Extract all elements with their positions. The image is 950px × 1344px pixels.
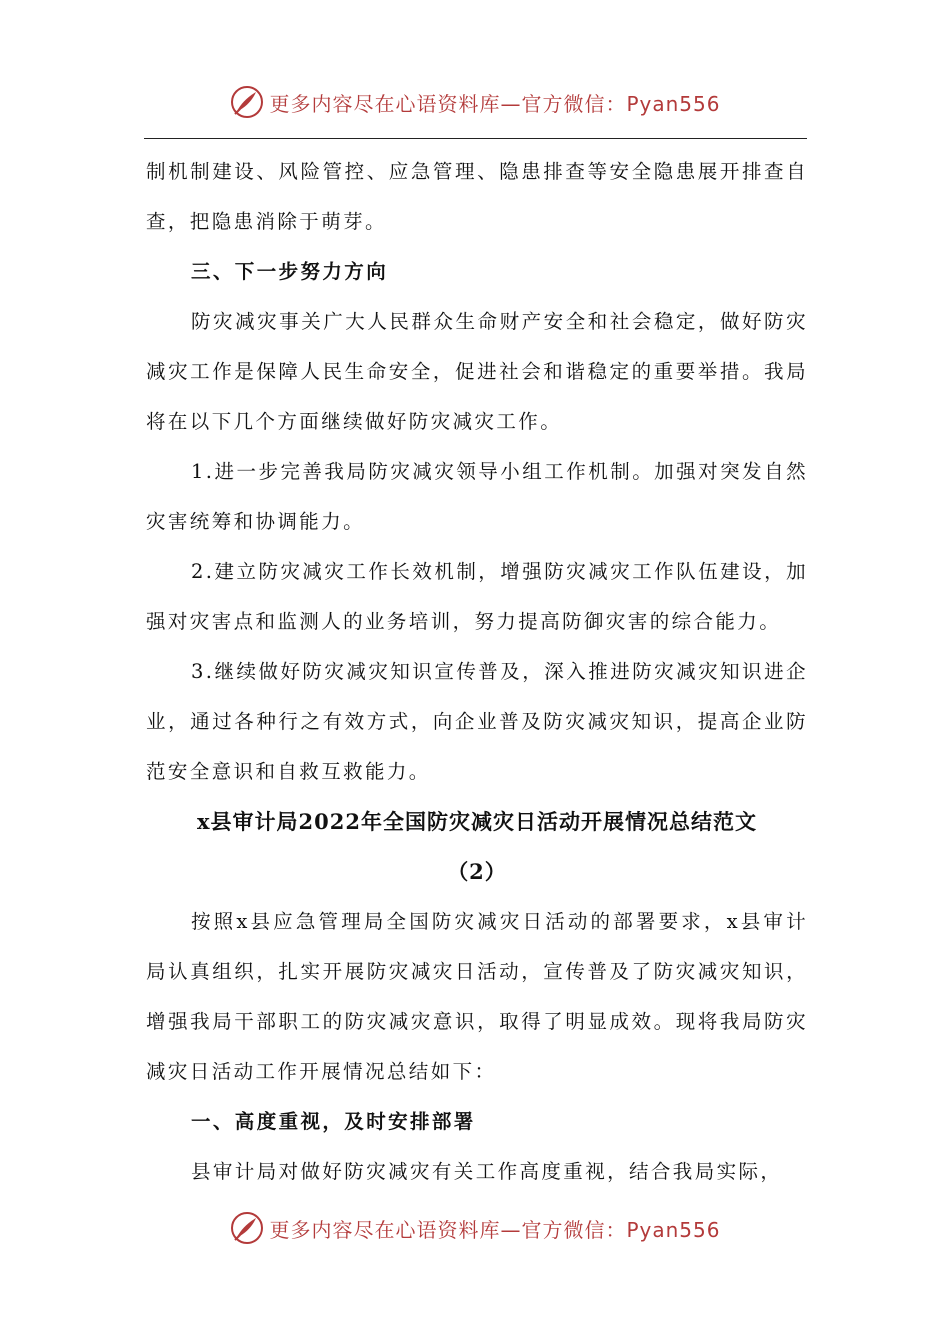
section-heading-3: 三、下一步努力方向 (191, 260, 389, 283)
pen-nib-logo-icon (229, 84, 265, 120)
pen-nib-logo-icon (229, 1210, 265, 1246)
paragraph: 防灾减灾事关广大人民群众生命财产安全和社会稳定，做好防灾减灾工作是保障人民生命安全，促进社会和谐稳定的重要举措。我局将在以下几个方面继续做好防灾减灾工作。 (146, 310, 808, 433)
document-title-suffix: （2） (447, 859, 507, 884)
paragraph: 按照x县应急管理局全国防灾减灾日活动的部署要求，x县审计局认真组织，扎实开展防灾减灾日活动，宣传普及了防灾减灾知识，增强我局干部职工的防灾减灾意识，取得了明显成效。现将我局防灾减灾日活动工作开展情况总结如下： (146, 910, 808, 1083)
list-item-1: 1.进一步完善我局防灾减灾领导小组工作机制。加强对突发自然灾害统筹和协调能力。 (146, 460, 808, 533)
header-watermark (0, 80, 950, 124)
footer-watermark (0, 1206, 950, 1250)
document-title: x县审计局2022年全国防灾减灾日活动开展情况总结范文 (197, 809, 757, 834)
watermark-text: 更多内容尽在心语资料库—官方微信：Pyan556 (269, 1217, 721, 1242)
list-item-2: 2.建立防灾减灾工作长效机制，增强防灾减灾工作队伍建设，加强对灾害点和监测人的业务培训，努力提高防御灾害的综合能力。 (146, 560, 808, 633)
paragraph: 制机制建设、风险管控、应急管理、隐患排查等安全隐患展开排查自查，把隐患消除于萌芽。 (146, 160, 808, 233)
header-divider (144, 138, 807, 139)
watermark-text: 更多内容尽在心语资料库—官方微信：Pyan556 (269, 91, 721, 116)
document-body (146, 147, 808, 1197)
paragraph: 县审计局对做好防灾减灾有关工作高度重视，结合我局实际， (191, 1160, 783, 1183)
list-item-3: 3.继续做好防灾减灾知识宣传普及，深入推进防灾减灾知识进企业，通过各种行之有效方式，向企业普及防灾减灾知识，提高企业防范安全意识和自救互救能力。 (146, 660, 808, 783)
section-heading-1: 一、高度重视，及时安排部署 (191, 1110, 476, 1133)
